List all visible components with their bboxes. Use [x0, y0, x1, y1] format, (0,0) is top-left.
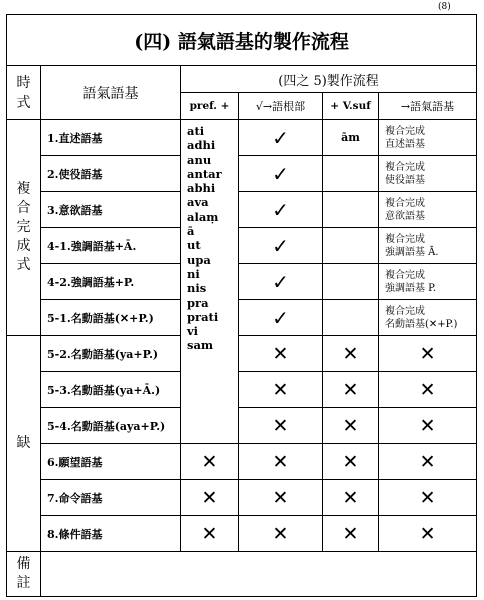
cross-icon: ✕	[323, 336, 379, 372]
result-cell	[379, 120, 477, 156]
result-cell	[379, 300, 477, 336]
header-tense	[7, 66, 41, 120]
row-name: 2.使役語基	[41, 156, 181, 192]
cross-icon: ✕	[181, 516, 239, 552]
notes-label	[7, 552, 41, 597]
result-line: 複合完成	[385, 161, 425, 173]
result-line: 直述語基	[385, 138, 425, 150]
check-icon: ✓	[239, 192, 323, 228]
prefix-item: ava	[187, 195, 209, 210]
page-number: (8)	[438, 2, 451, 12]
result-line: 意欲語基	[385, 210, 425, 222]
cross-icon: ✕	[323, 372, 379, 408]
flow-table-frame	[6, 14, 476, 592]
check-icon: ✓	[239, 300, 323, 336]
cross-icon: ✕	[379, 336, 477, 372]
prefix-item: nis	[187, 281, 207, 296]
check-icon: ✓	[239, 120, 323, 156]
row-name: 4-1.強調語基+Ā.	[41, 228, 181, 264]
result-line: 強調語基 Ā.	[385, 246, 439, 258]
prefix-item: ut	[187, 238, 201, 253]
cross-icon: ✕	[239, 480, 323, 516]
result-cell	[379, 264, 477, 300]
cross-icon: ✕	[323, 408, 379, 444]
result-line: 使役語基	[385, 174, 425, 186]
cross-icon: ✕	[181, 444, 239, 480]
result-line: 複合完成	[385, 305, 425, 317]
row-name: 3.意欲語基	[41, 192, 181, 228]
prefix-item: upa	[187, 252, 211, 267]
cross-icon: ✕	[181, 480, 239, 516]
row-name: 4-2.強調語基+P.	[41, 264, 181, 300]
prefix-item: ati	[187, 124, 205, 138]
cross-icon: ✕	[323, 516, 379, 552]
cross-icon: ✕	[323, 480, 379, 516]
prefix-item: ā	[187, 224, 195, 239]
notes-label-text: 備註	[16, 556, 31, 591]
result-line: 複合完成	[385, 197, 425, 209]
cross-icon: ✕	[379, 372, 477, 408]
flow-table	[6, 14, 477, 597]
prefix-item: antar	[187, 166, 222, 181]
result-line: 強調語基 P.	[385, 282, 437, 294]
col-pref: pref. +	[181, 93, 239, 120]
row-name: 5-3.名動語基(ya+Ā.)	[41, 372, 181, 408]
cross-icon: ✕	[379, 480, 477, 516]
row-name: 7.命令語基	[41, 480, 181, 516]
check-icon: ✓	[239, 228, 323, 264]
check-icon: ✓	[239, 156, 323, 192]
prefix-item: sam	[187, 338, 214, 353]
cross-icon: ✕	[379, 516, 477, 552]
cross-icon: ✕	[239, 408, 323, 444]
prefix-item: pra	[187, 295, 209, 310]
prefix-item: anu	[187, 152, 212, 167]
cross-icon: ✕	[239, 516, 323, 552]
row-name: 5-1.名動語基(✕+P.)	[41, 300, 181, 336]
category-compound-text: 複合完成式	[16, 181, 31, 273]
check-icon: ✓	[239, 264, 323, 300]
result-cell	[379, 228, 477, 264]
row-name: 5-2.名動語基(ya+P.)	[41, 336, 181, 372]
col-result: →語氣語基	[379, 93, 477, 120]
result-cell	[379, 192, 477, 228]
col-root: √→語根部	[239, 93, 323, 120]
prefix-list	[181, 120, 239, 444]
result-cell	[379, 156, 477, 192]
prefix-item: prati	[187, 309, 219, 324]
result-line: 複合完成	[385, 269, 425, 281]
suffix-cell: ām	[323, 120, 379, 156]
result-line: 複合完成	[385, 125, 425, 137]
category-compound	[7, 120, 41, 336]
cross-icon: ✕	[379, 408, 477, 444]
header-tense-text: 時式	[16, 74, 31, 111]
col-vsuf: + V.suf	[323, 93, 379, 120]
suffix-cell	[323, 228, 379, 264]
row-name: 1.直述語基	[41, 120, 181, 156]
cross-icon: ✕	[379, 444, 477, 480]
cross-icon: ✕	[239, 444, 323, 480]
suffix-cell	[323, 264, 379, 300]
header-mood-base: 語氣語基	[41, 66, 181, 120]
suffix-cell	[323, 192, 379, 228]
suffix-cell	[323, 300, 379, 336]
cross-icon: ✕	[323, 444, 379, 480]
table-title: (四) 語氣語基的製作流程	[7, 15, 477, 66]
prefix-item: abhi	[187, 181, 216, 196]
prefix-item: alaṃ	[187, 209, 219, 224]
prefix-item: ni	[187, 266, 200, 281]
suffix-cell	[323, 156, 379, 192]
row-name: 5-4.名動語基(aya+P.)	[41, 408, 181, 444]
row-name: 6.願望語基	[41, 444, 181, 480]
cross-icon: ✕	[239, 372, 323, 408]
cross-icon: ✕	[239, 336, 323, 372]
notes-cell	[41, 552, 477, 597]
result-line: 名動語基(✕+P.)	[385, 318, 458, 330]
category-missing: 缺	[7, 336, 41, 552]
header-process: (四之 5)製作流程	[181, 66, 477, 93]
result-line: 複合完成	[385, 233, 425, 245]
prefix-item: vi	[187, 324, 199, 339]
row-name: 8.條件語基	[41, 516, 181, 552]
prefix-item: adhi	[187, 138, 216, 153]
